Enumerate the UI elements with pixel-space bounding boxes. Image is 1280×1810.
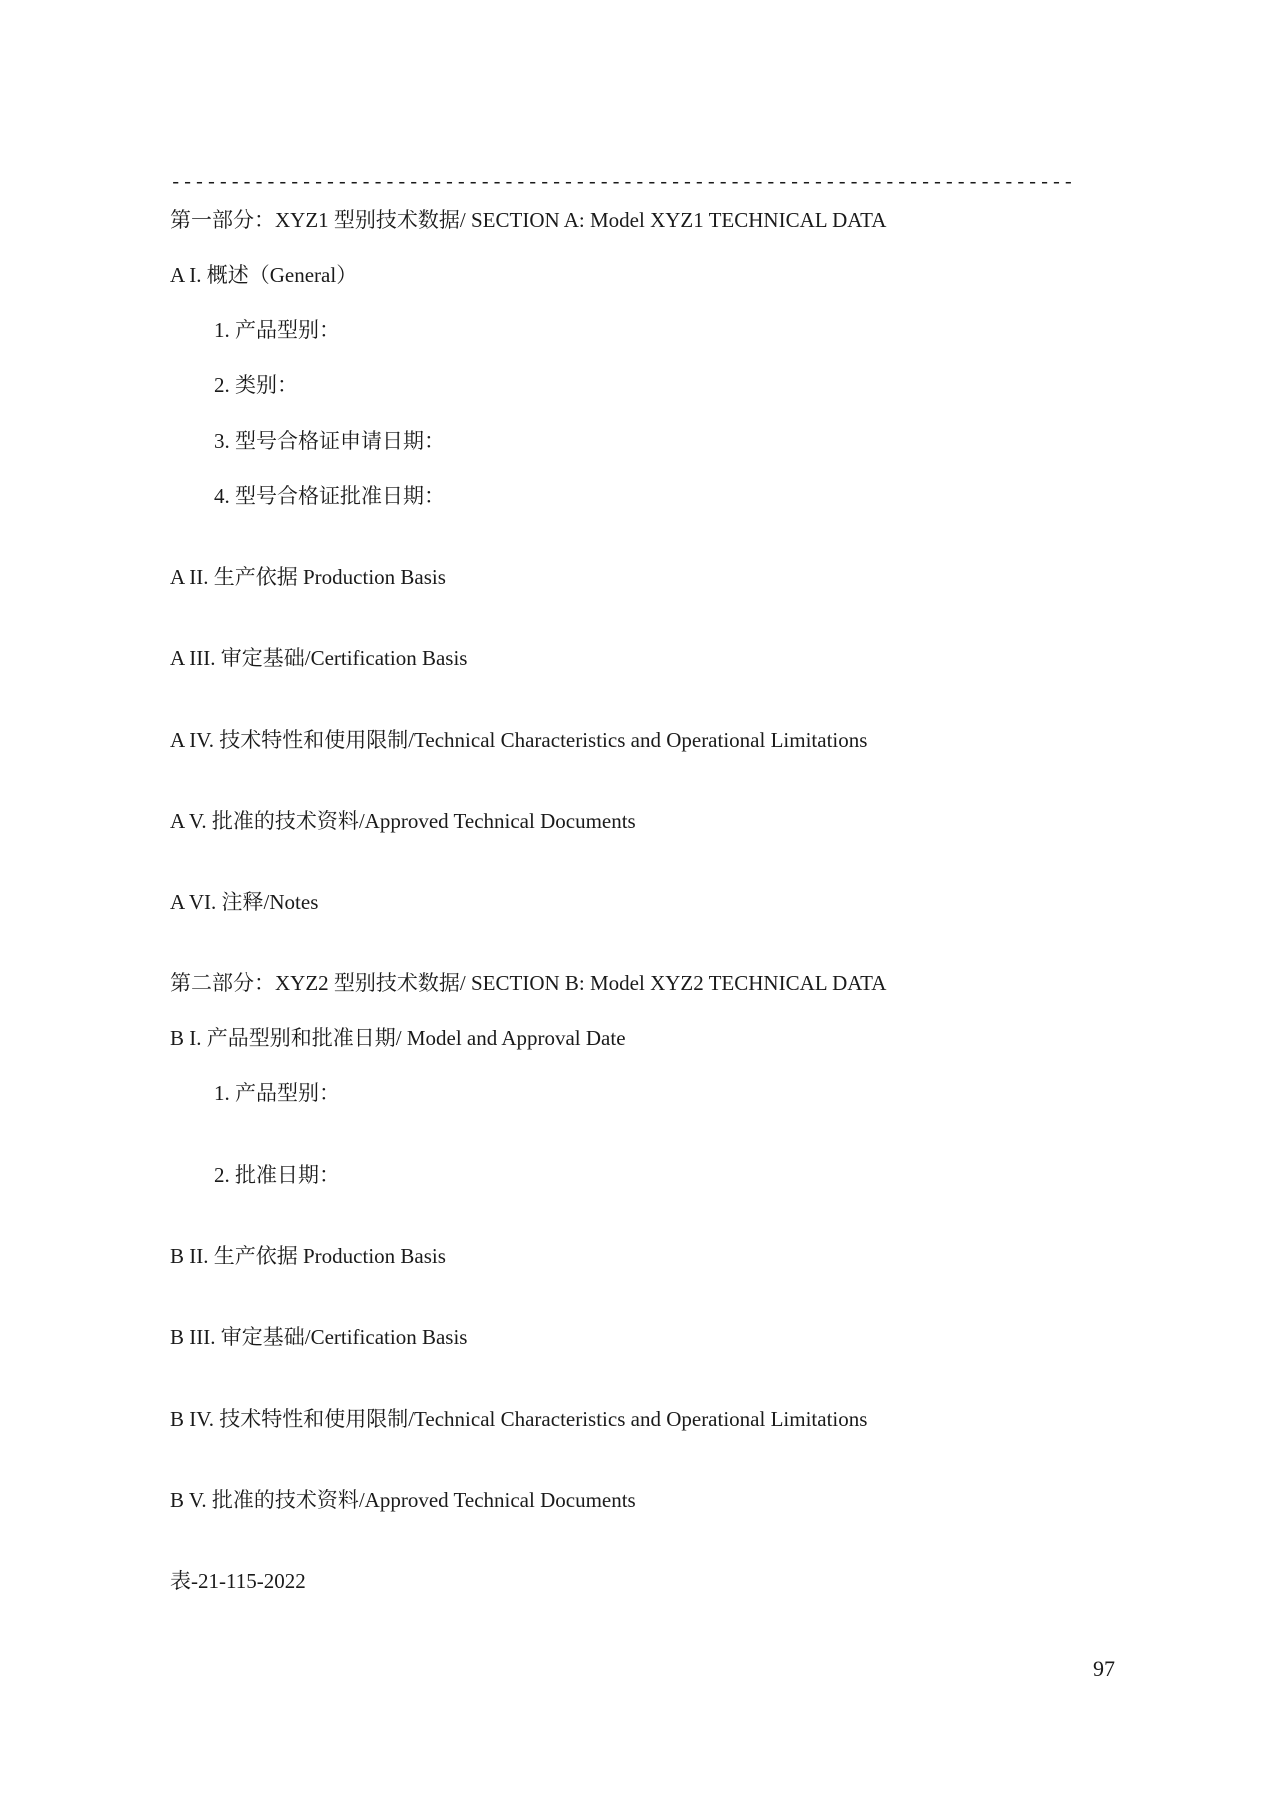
section-a-notes: A VI. 注释/Notes [170, 890, 319, 914]
section-b-model-approval-item-2: 2. 批准日期： [214, 1163, 340, 1187]
section-a-production-basis: A II. 生产依据 Production Basis [170, 565, 446, 589]
section-a-general-item-2: 2. 类别： [214, 373, 298, 397]
section-a-general-heading: A I. 概述（General） [170, 263, 358, 287]
section-b-production-basis: B II. 生产依据 Production Basis [170, 1244, 446, 1268]
section-a-certification-basis: A III. 审定基础/Certification Basis [170, 646, 468, 670]
form-number: 表-21-115-2022 [170, 1569, 306, 1593]
section-a-title: 第一部分：XYZ1 型别技术数据/ SECTION A: Model XYZ1 TECHNICAL DATA [170, 208, 887, 232]
section-a-general-item-3: 3. 型号合格证申请日期： [214, 429, 445, 453]
section-b-model-approval-item-1: 1. 产品型别： [214, 1081, 340, 1105]
section-b-certification-basis: B III. 审定基础/Certification Basis [170, 1325, 468, 1349]
section-a-approved-documents: A V. 批准的技术资料/Approved Technical Documents [170, 809, 636, 833]
section-b-model-approval-heading: B I. 产品型别和批准日期/ Model and Approval Date [170, 1026, 626, 1050]
page-number: 97 [1093, 1656, 1115, 1681]
section-a-general-item-1: 1. 产品型别： [214, 318, 340, 342]
section-b-approved-documents: B V. 批准的技术资料/Approved Technical Documents [170, 1488, 636, 1512]
divider-line: ---------------------------------------------------------------------------- [170, 172, 1075, 194]
section-b-title: 第二部分：XYZ2 型别技术数据/ SECTION B: Model XYZ2 TECHNICAL DATA [170, 971, 887, 995]
section-a-general-item-4: 4. 型号合格证批准日期： [214, 484, 445, 508]
section-b-technical-characteristics: B IV. 技术特性和使用限制/Technical Characteristics and Operational Limitations [170, 1407, 868, 1431]
section-a-technical-characteristics: A IV. 技术特性和使用限制/Technical Characteristics and Operational Limitations [170, 728, 868, 752]
